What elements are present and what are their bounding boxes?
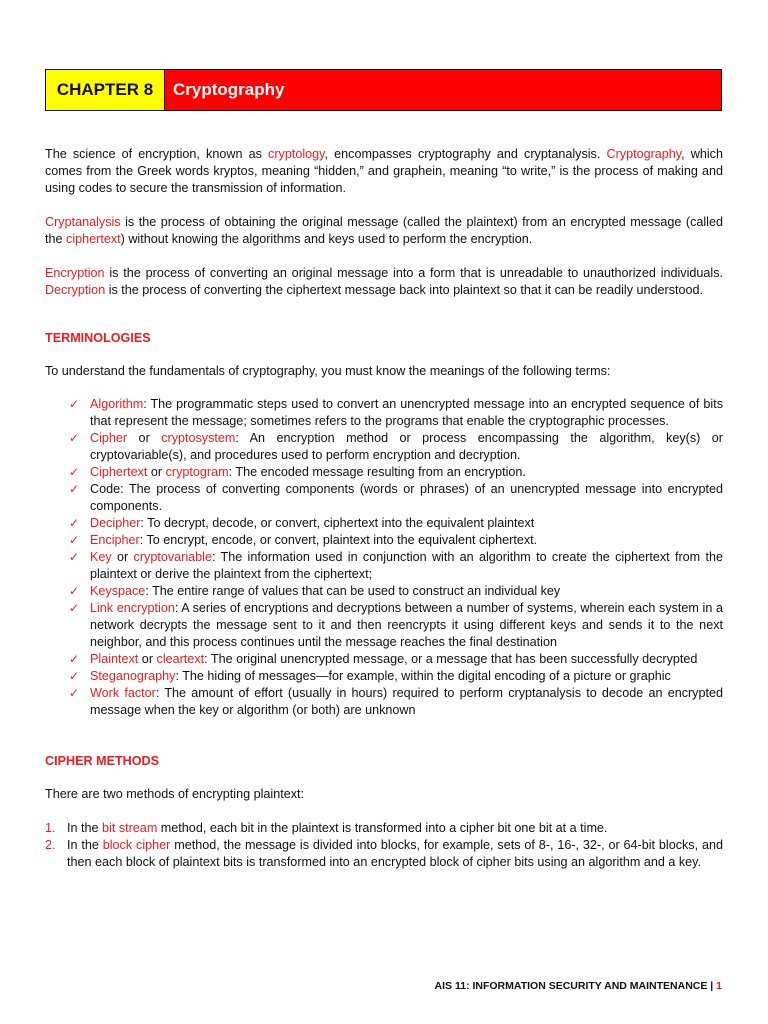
checkmark-icon: ✓ — [69, 686, 80, 700]
cipher-methods-intro: There are two methods of encrypting plaintext: — [45, 787, 305, 801]
checkmark-icon: ✓ — [69, 465, 80, 479]
checkmark-icon: ✓ — [69, 397, 80, 411]
page-content — [45, 146, 723, 871]
term-definition: : To encrypt, encode, or convert, plaintext into the equivalent ciphertext. — [139, 533, 538, 547]
intro-paragraph-2: Cryptanalysis is the process of obtaining the original message (called the plaintext) from an encrypted message (called the ciphertext) without knowing the algorithms and keys used to perform the encryption. — [45, 215, 723, 246]
term-name: Plaintext — [90, 652, 139, 666]
term-encryption: Encryption — [45, 266, 105, 280]
checkmark-icon: ✓ — [69, 482, 80, 496]
method-description: method, the message is divided into blocks, for example, sets of 8-, 16-, 32-, or 64-bit blocks, and then each block of plaintext bits is transformed into an encrypted block of cipher bits using an algorithm and a key. — [67, 838, 723, 869]
item-number: 1. — [45, 821, 56, 835]
page-number: 1 — [716, 980, 722, 992]
intro-paragraph-3: Encryption is the process of converting an original message into a form that is unreadable to unauthorized individuals. Decryption is the process of converting the ciphertext message back into plaintext so that it can be readily understood. — [45, 266, 723, 297]
term-cryptology: cryptology — [268, 147, 325, 161]
terminology-item — [69, 481, 723, 515]
term-ciphertext: ciphertext — [66, 232, 121, 246]
terminology-item: ✓ Key or cryptovariable: The information used in conjunction with an algorithm to create the ciphertext from the plaintext or derive the plaintext from the ciphertext; — [69, 550, 723, 581]
term-definition: : The entire range of values that can be used to construct an individual key — [145, 584, 561, 598]
chapter-header — [45, 69, 722, 111]
page-footer: AIS 11: INFORMATION SECURITY AND MAINTENANCE | 1 — [434, 980, 722, 992]
terminology-item — [69, 668, 723, 685]
term-name-alt: cleartext — [156, 652, 205, 666]
term-definition: : The information used in conjunction with an algorithm to create the ciphertext from the plaintext or derive the plaintext from the ciphertext; — [90, 550, 723, 581]
terminology-item — [69, 583, 723, 600]
term-name: Link encryption — [90, 601, 175, 615]
term-decryption: Decryption — [45, 283, 106, 297]
method-name: bit stream — [102, 821, 158, 835]
term-name: Steganography — [90, 669, 176, 683]
footer-course: AIS 11: INFORMATION SECURITY AND MAINTENANCE — [434, 980, 708, 992]
term-definition: : A series of encryptions and decryptions between a number of systems, wherein each system in a network decrypts the message sent to it and then reencrypts it using different keys and sends it to the next neighbor, and this process continues until the message reaches the final destination — [90, 601, 723, 649]
terminology-item — [69, 532, 723, 549]
method-name: block cipher — [102, 838, 171, 852]
terminology-item — [69, 396, 723, 430]
term-name: Ciphertext — [90, 465, 148, 479]
term-definition: : An encryption method or process encompassing the algorithm, key(s) or cryptovariable(s), and procedures used to perform encryption and decryption. — [90, 431, 724, 462]
terminology-item: ✓ Cipher or cryptosystem: An encryption method or process encompassing the algorithm, key(s) or cryptovariable(s), and procedures used to perform encryption and decryption. — [69, 431, 724, 462]
term-definition: : The original unencrypted message, or a message that has been successfully decrypted — [204, 652, 698, 666]
term-cryptanalysis: Cryptanalysis — [45, 215, 121, 229]
term-name: Encipher — [90, 533, 140, 547]
terminologies-intro: To understand the fundamentals of cryptography, you must know the meanings of the following terms: — [45, 364, 611, 378]
term-definition: : The amount of effort (usually in hours) required to perform cryptanalysis to decode an encrypted message when the key or algorithm (or both) are unknown — [90, 686, 723, 717]
checkmark-icon: ✓ — [69, 533, 80, 547]
terminology-item: ✓ Ciphertext or cryptogram: The encoded message resulting from an encryption. — [69, 465, 526, 479]
chapter-title: Cryptography — [165, 70, 721, 110]
item-number: 2. — [45, 838, 56, 852]
term-name-alt: cryptovariable — [133, 550, 212, 564]
terminology-item — [69, 515, 723, 532]
intro-paragraph-1: The science of encryption, known as cryptology, encompasses cryptography and cryptanalysis. Cryptography, which comes from the Greek words kryptos, meaning “hidden,” and graphein, meaning “to write,” is the process of making and using codes to secure the transmission of information. — [45, 147, 723, 195]
checkmark-icon: ✓ — [69, 601, 80, 615]
checkmark-icon: ✓ — [69, 516, 80, 530]
term-definition: : The encoded message resulting from an encryption. — [228, 465, 526, 479]
terminology-item: ✓ Plaintext or cleartext: The original unencrypted message, or a message that has been successfully decrypted — [69, 652, 698, 666]
term-name: Work factor — [90, 686, 156, 700]
term-name: Cipher — [90, 431, 128, 445]
checkmark-icon: ✓ — [69, 431, 80, 445]
cipher-methods-heading: CIPHER METHODS — [45, 754, 160, 768]
method-description: method, each bit in the plaintext is transformed into a cipher bit one bit at a time. — [157, 821, 608, 835]
chapter-label: CHAPTER 8 — [46, 70, 165, 110]
term-name-alt: cryptogram — [165, 465, 229, 479]
term-definition: : The hiding of messages—for example, within the digital encoding of a picture or graphic — [175, 669, 671, 683]
term-name: Keyspace — [90, 584, 146, 598]
checkmark-icon: ✓ — [69, 584, 80, 598]
term-text: Code: The process of converting components (words or phrases) of an unencrypted message into encrypted components. — [90, 482, 723, 513]
checkmark-icon: ✓ — [69, 652, 80, 666]
cipher-methods-list — [45, 820, 723, 871]
term-name: Key — [90, 550, 112, 564]
terminologies-heading: TERMINOLOGIES — [45, 331, 151, 345]
cipher-method-item: 2. In the block cipher method, the message is divided into blocks, for example, sets of 8-, 16-, 32-, or 64-bit blocks, and then each block of plaintext bits is transformed into an encrypted block of cipher bits using an algorithm and a key. — [45, 838, 723, 869]
terminology-item — [69, 685, 723, 719]
cipher-method-item: 1. In the bit stream method, each bit in the plaintext is transformed into a cipher bit one bit at a time. — [45, 821, 608, 835]
term-name: Algorithm — [90, 397, 144, 411]
terminology-item — [69, 600, 723, 651]
term-name: Decipher — [90, 516, 141, 530]
checkmark-icon: ✓ — [69, 550, 80, 564]
term-name-alt: cryptosystem — [161, 431, 236, 445]
terminology-list — [45, 396, 723, 719]
term-definition: : To decrypt, decode, or convert, ciphertext into the equivalent plaintext — [140, 516, 535, 530]
checkmark-icon: ✓ — [69, 669, 80, 683]
term-cryptography: Cryptography — [606, 147, 682, 161]
term-definition: : The programmatic steps used to convert an unencrypted message into an encrypted sequence of bits that represent the message; sometimes refers to the programs that enable the cryptographic processes. — [90, 397, 723, 428]
